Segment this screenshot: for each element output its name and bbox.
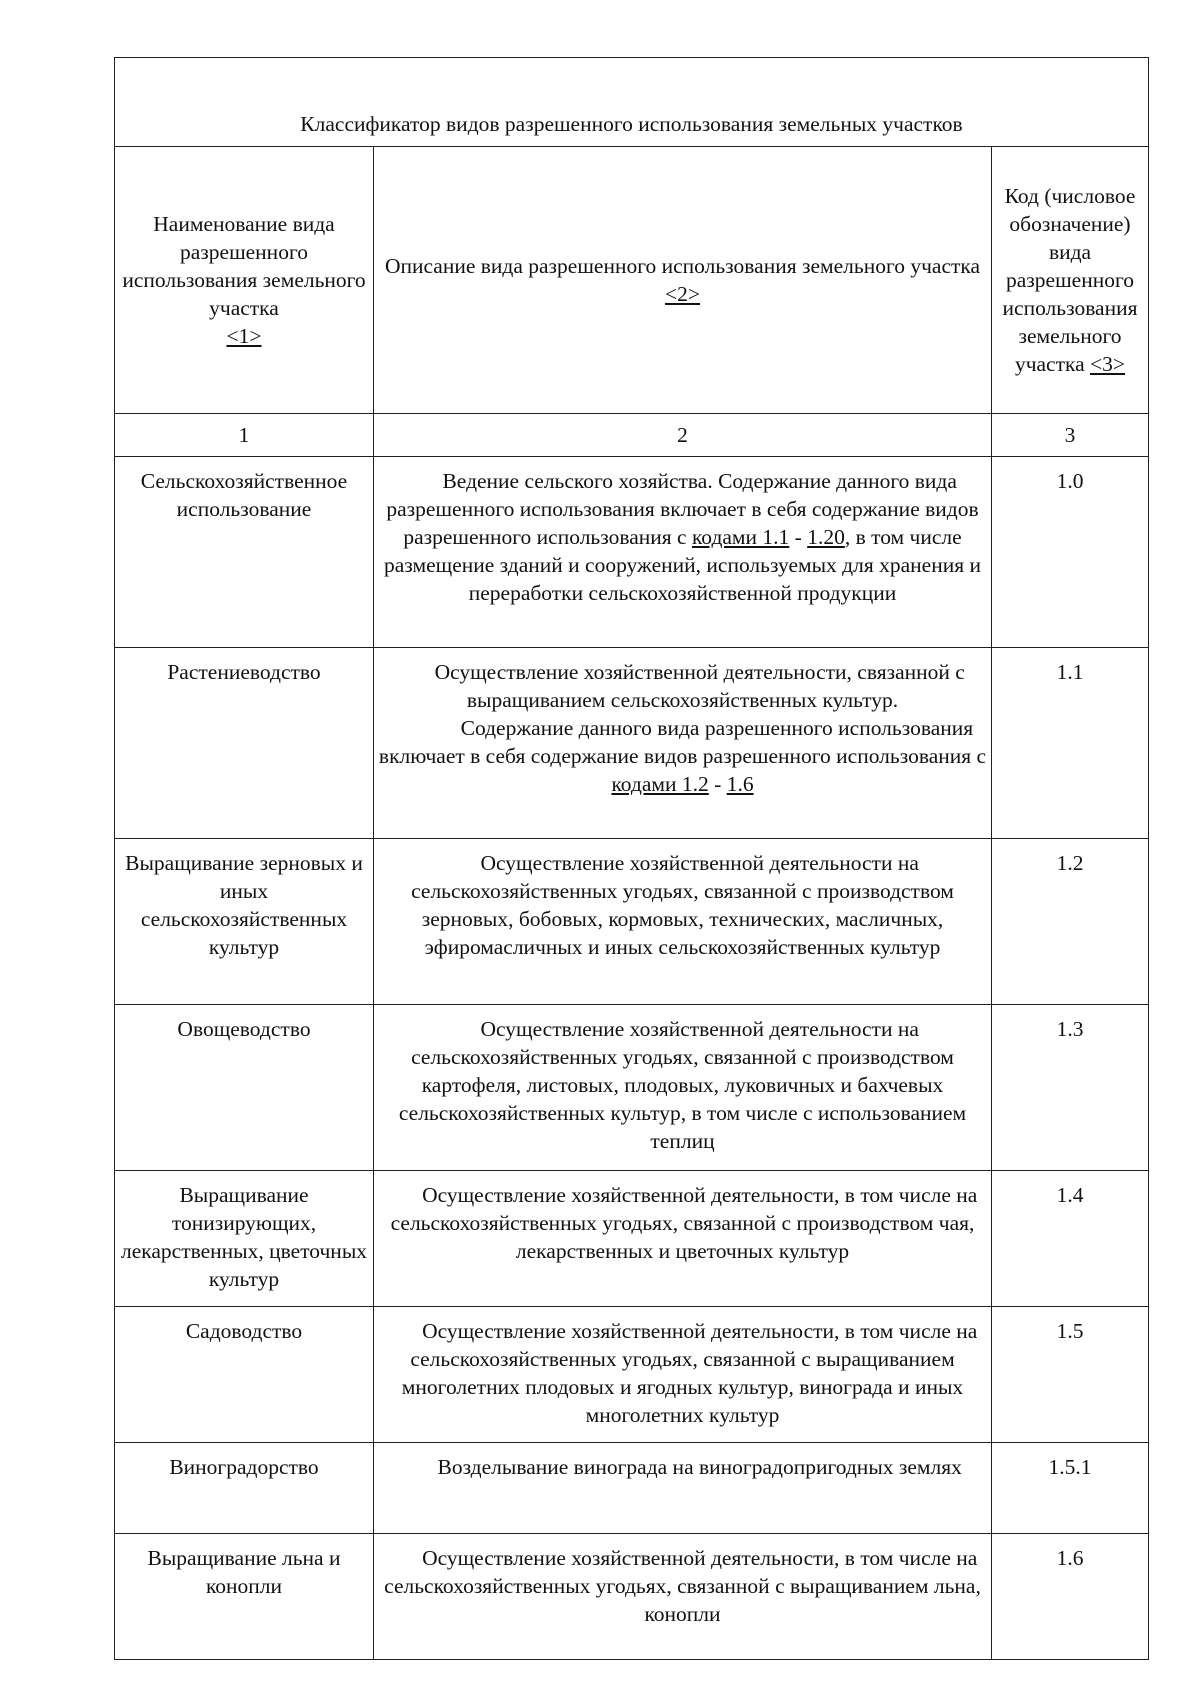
footnote-link-3[interactable]: <3> (1090, 352, 1126, 376)
description-paragraph: Осуществление хозяйственной деятельности, связанной с выращиванием сельскохозяйственных культур. (434, 660, 965, 712)
row-name: Сельскохозяйственное использование (115, 457, 374, 648)
classifier-table (114, 57, 1149, 1660)
description-paragraph: Возделывание винограда на виноградопригодных землях (437, 1455, 962, 1479)
column-number: 2 (374, 414, 992, 457)
row-name: Виноградорство (115, 1443, 374, 1534)
row-name: Выращивание льна и конопли (115, 1534, 374, 1660)
table-title: Классификатор видов разрешенного использования земельных участков (115, 58, 1149, 147)
row-description (374, 1443, 992, 1534)
row-name: Растениеводство (115, 648, 374, 839)
header-code-text: Код (числовое обозначение) вида разрешенного использования земельного участка (1002, 184, 1138, 376)
desc-text: , в том числе размещение зданий и сооружений, используемых для хранения и переработки сельскохозяйственной продукции (384, 525, 981, 605)
header-code (992, 147, 1149, 414)
table-row (115, 457, 1149, 648)
row-description (374, 1171, 992, 1307)
row-name: Овощеводство (115, 1005, 374, 1171)
footnote-link-1[interactable]: <1> (226, 324, 262, 348)
row-code: 1.1 (992, 648, 1149, 839)
code-link[interactable]: 1.20 (807, 525, 845, 549)
row-description (374, 457, 992, 648)
row-description (374, 1534, 992, 1660)
table-row (115, 839, 1149, 1005)
row-description (374, 1307, 992, 1443)
code-link[interactable]: 1.6 (726, 772, 754, 796)
table-row (115, 1171, 1149, 1307)
header-name (115, 147, 374, 414)
description-paragraph (378, 467, 987, 607)
table-header-row (115, 147, 1149, 414)
description-paragraph: Осуществление хозяйственной деятельности на сельскохозяйственных угодьях, связанной с производством картофеля, листовых, плодовых, луковичных и бахчевых сельскохозяйственных культур, в том числе с использованием теплиц (398, 1017, 967, 1153)
desc-text: Ведение сельского хозяйства. Содержание данного вида разрешенного использования включает в себя содержание видов разрешенного использования с (386, 469, 979, 549)
header-desc (374, 147, 992, 414)
table-row (115, 1307, 1149, 1443)
column-number: 1 (115, 414, 374, 457)
row-name: Выращивание зерновых и иных сельскохозяйственных культур (115, 839, 374, 1005)
header-name-text: Наименование вида разрешенного использования земельного участка (122, 212, 366, 320)
row-name: Выращивание тонизирующих, лекарственных, цветочных культур (115, 1171, 374, 1307)
description-paragraph: Осуществление хозяйственной деятельности, в том числе на сельскохозяйственных угодьях, связанной с выращиванием многолетних плодовых и ягодных культур, винограда и иных многолетних культур (401, 1319, 978, 1427)
row-description (374, 648, 992, 839)
desc-separator: - (789, 525, 808, 549)
row-description (374, 1005, 992, 1171)
description-paragraph: Осуществление хозяйственной деятельности, в том числе на сельскохозяйственных угодьях, связанной с производством чая, лекарственных и цветочных культур (390, 1183, 978, 1263)
table-row (115, 648, 1149, 839)
row-code: 1.0 (992, 457, 1149, 648)
row-code: 1.4 (992, 1171, 1149, 1307)
row-code: 1.6 (992, 1534, 1149, 1660)
desc-separator: - (708, 772, 727, 796)
row-name: Садоводство (115, 1307, 374, 1443)
code-link[interactable]: кодами 1.2 (611, 772, 709, 796)
desc-text: Содержание данного вида разрешенного использования включает в себя содержание видов разрешенного использования с (378, 716, 987, 768)
description-paragraph (378, 714, 987, 798)
table-row (115, 1534, 1149, 1660)
description-paragraph: Осуществление хозяйственной деятельности на сельскохозяйственных угодьях, связанной с производством зерновых, бобовых, кормовых, технических, масличных, эфиромасличных и иных сельскохозяйственных культур (411, 851, 954, 959)
table-row (115, 1443, 1149, 1534)
table-row (115, 1005, 1149, 1171)
table-title-row (115, 58, 1149, 147)
code-link[interactable]: кодами 1.1 (691, 525, 790, 549)
row-code: 1.2 (992, 839, 1149, 1005)
description-paragraph: Осуществление хозяйственной деятельности, в том числе на сельскохозяйственных угодьях, связанной с выращиванием льна, конопли (384, 1546, 981, 1626)
row-code: 1.5.1 (992, 1443, 1149, 1534)
header-desc-text: Описание вида разрешенного использования земельного участка (384, 254, 981, 278)
column-number: 3 (992, 414, 1149, 457)
footnote-link-2[interactable]: <2> (664, 282, 700, 306)
row-code: 1.5 (992, 1307, 1149, 1443)
row-code: 1.3 (992, 1005, 1149, 1171)
row-description (374, 839, 992, 1005)
column-number-row (115, 414, 1149, 457)
